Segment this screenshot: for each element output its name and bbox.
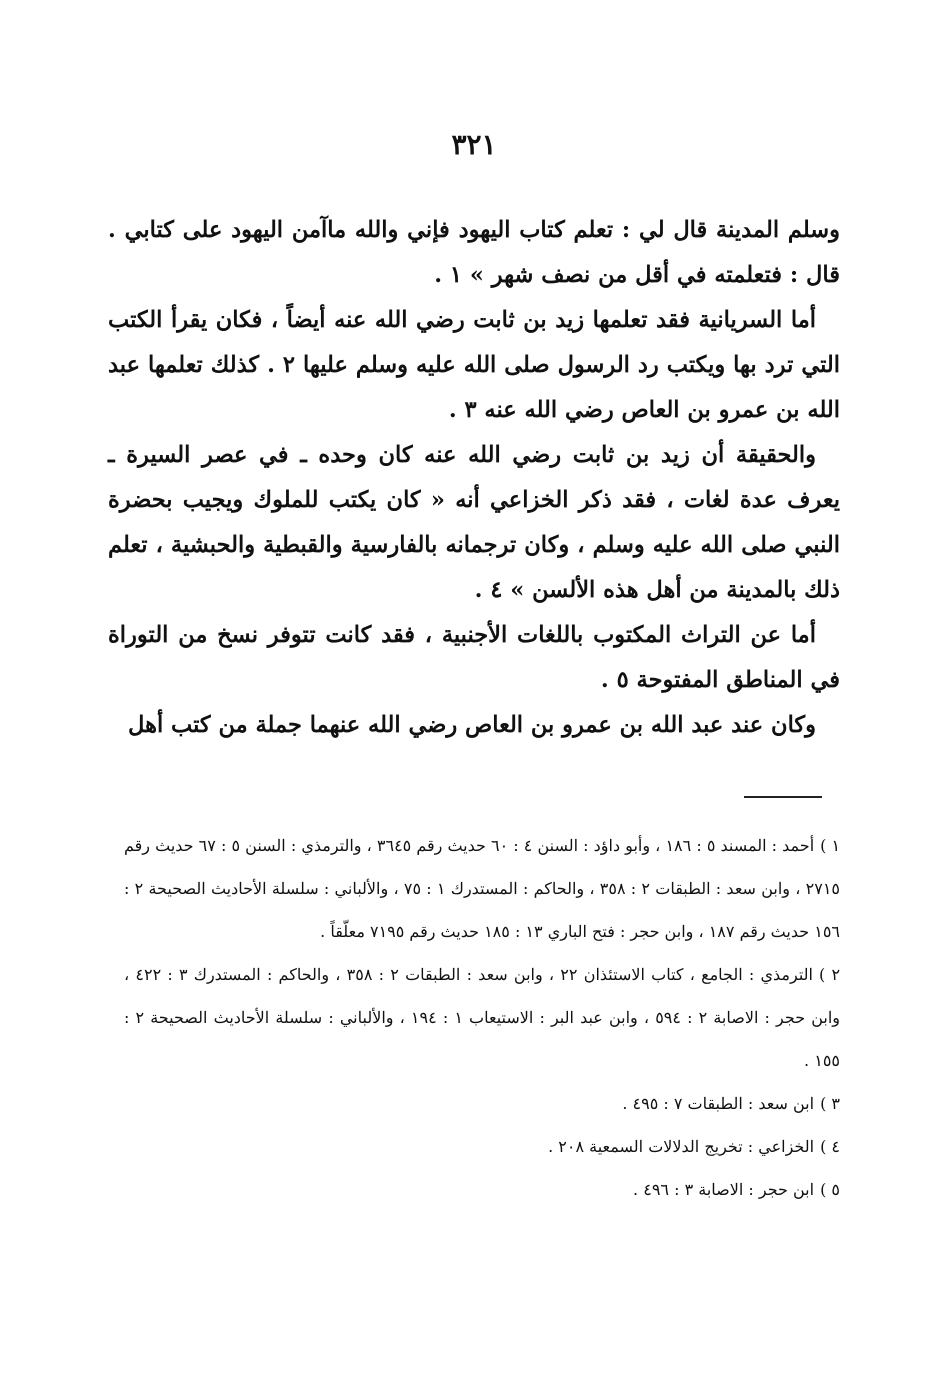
page-number: ٣٢١ [451, 128, 497, 161]
footnote-number: ٢ ) [818, 965, 841, 984]
footnote-number: ٤ ) [820, 1137, 840, 1156]
paragraph-4: أما عن التراث المكتوب باللغات الأجنبية ، فقد كانت تتوفر نسخ من التوراة في المناطق المفتوحة ٥ . [108, 622, 840, 693]
footnote-5 [124, 1168, 840, 1211]
footnote-1 [124, 824, 840, 953]
footnote-number: ٣ ) [820, 1094, 840, 1113]
footnotes [124, 824, 840, 1211]
main-text [108, 208, 840, 748]
paragraph-3: والحقيقة أن زيد بن ثابت رضي الله عنه كان وحده ـ في عصر السيرة ـ يعرف عدة لغات ، فقد ذكر الخزاعي أنه « كان يكتب للملوك ويجيب بحضرة النبي صلى الله عليه وسلم ، وكان ترجمانه بالفارسية والقبطية والحبشية ، تعلم ذلك بالمدينة من أهل هذه الألسن » ٤ . [108, 442, 840, 603]
footnote-2 [124, 953, 840, 1082]
footnote-separator [744, 796, 822, 798]
paragraph-1: وسلم المدينة قال لي : تعلم كتاب اليهود فإني والله ماآمن اليهود على كتابي . قال : فتعلمته في أقل من نصف شهر » ١ . [108, 217, 840, 288]
footnote-number: ١ ) [820, 836, 841, 855]
footnote-text: أحمد : المسند ٥ : ١٨٦ ، وأبو داؤد : السنن ٤ : ٦٠ حديث رقم ٣٦٤٥ ، والترمذي : السنن ٥ : ٦٧ حديث رقم ٢٧١٥ ، وابن سعد : الطبقات ٢ : ٣٥٨ ، والحاكم : المستدرك ١ : ٧٥ ، والألباني : سلسلة الأحاديث الصحيحة ٢ : ١٥٦ حديث رقم ١٨٧ ، وابن حجر : فتح الباري ١٣ : ١٨٥ حديث رقم ٧١٩٥ معلّقاً . [124, 836, 841, 941]
footnote-text: الترمذي : الجامع ، كتاب الاستئذان ٢٢ ، وابن سعد : الطبقات ٢ : ٣٥٨ ، والحاكم : المستدرك ٣ : ٤٢٢ ، وابن حجر : الاصابة ٢ : ٥٩٤ ، وابن عبد البر : الاستيعاب ١ : ١٩٤ ، والألباني : سلسلة الأحاديث الصحيحة ٢ : ١٥٥ . [124, 965, 841, 1070]
footnote-3 [124, 1082, 840, 1125]
footnote-text: ابن حجر : الاصابة ٣ : ٤٩٦ . [633, 1180, 815, 1199]
footnote-text: ابن سعد : الطبقات ٧ : ٤٩٥ . [622, 1094, 815, 1113]
footnote-text: الخزاعي : تخريج الدلالات السمعية ٢٠٨ . [548, 1137, 815, 1156]
paragraph-5: وكان عند عبد الله بن عمرو بن العاص رضي الله عنهما جملة من كتب أهل [128, 712, 816, 738]
footnote-number: ٥ ) [820, 1180, 840, 1199]
footnote-4 [124, 1125, 840, 1168]
paragraph-2: أما السريانية فقد تعلمها زيد بن ثابت رضي الله عنه أيضاً ، فكان يقرأ الكتب التي ترد بها ويكتب رد الرسول صلى الله عليه وسلم عليها ٢ . كذلك تعلمها عبد الله بن عمرو بن العاص رضي الله عنه ٣ . [108, 307, 840, 423]
